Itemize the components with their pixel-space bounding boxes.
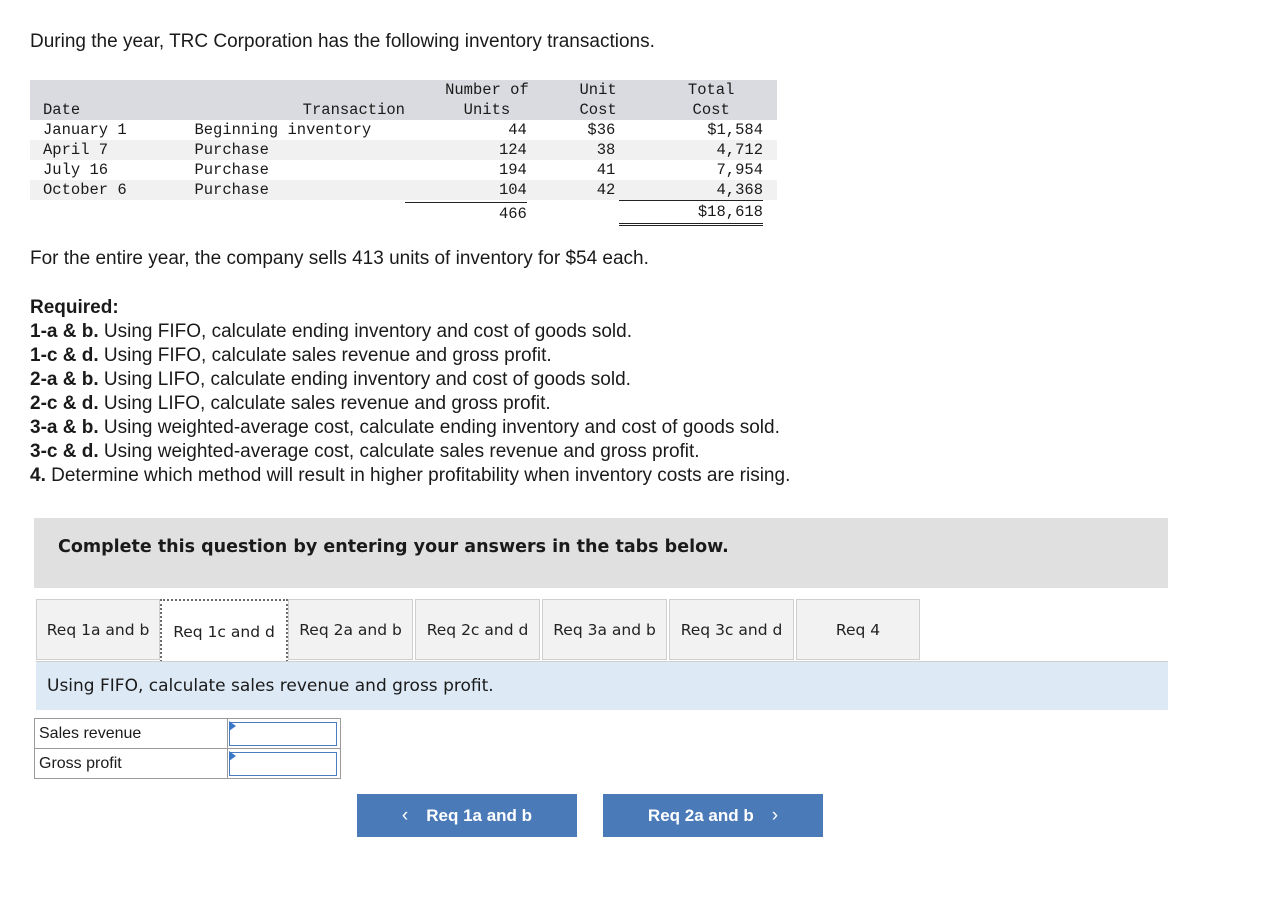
required-section xyxy=(30,296,790,488)
required-item-text: Determine which method will result in higher profitability when inventory costs are rising. xyxy=(45,465,791,486)
chevron-left-icon: ‹ xyxy=(401,804,409,826)
required-item-label: 3-a & b. xyxy=(30,417,99,438)
sales-revenue-input[interactable] xyxy=(229,722,337,746)
table-header-row-2 xyxy=(30,100,777,120)
required-item xyxy=(30,464,790,488)
cell-total-cost: 4,712 xyxy=(635,140,777,160)
prev-req-label: Req 1a and b xyxy=(426,805,533,825)
instruction-text: Complete this question by entering your answers in the tabs below. xyxy=(58,537,729,557)
tab-req-2c-d[interactable]: Req 2c and d xyxy=(415,599,540,660)
gross-profit-input[interactable] xyxy=(229,752,337,776)
required-item xyxy=(30,344,790,368)
cell-total-cost: 7,954 xyxy=(716,161,763,179)
cell-date: July 16 xyxy=(43,161,109,179)
cell-unit-cost: 38 xyxy=(541,140,635,160)
prev-req-button[interactable] xyxy=(357,794,577,837)
required-item xyxy=(30,440,790,464)
required-title: Required: xyxy=(30,297,119,318)
cell-total-cost: $1,584 xyxy=(707,121,763,139)
tab-description: Using FIFO, calculate sales revenue and gross profit. xyxy=(47,676,494,696)
tab-description-panel xyxy=(36,662,1168,710)
input-flag-icon xyxy=(229,721,236,731)
total-cost: $18,618 xyxy=(619,200,763,226)
total-units: 466 xyxy=(405,202,527,225)
required-item xyxy=(30,416,790,440)
header-transaction: Transaction xyxy=(194,100,405,120)
gross-profit-label: Gross profit xyxy=(35,749,228,779)
intro-text: During the year, TRC Corporation has the following inventory transactions. xyxy=(30,31,655,52)
answer-table xyxy=(34,718,341,779)
cell-total-cost: 4,368 xyxy=(635,180,777,200)
table-row xyxy=(30,180,777,200)
cell-transaction: Purchase xyxy=(194,140,405,160)
tab-req-3c-d[interactable]: Req 3c and d xyxy=(669,599,794,660)
cell-units: 104 xyxy=(405,180,541,200)
sales-statement: For the entire year, the company sells 413 units of inventory for $54 each. xyxy=(30,248,649,269)
required-item-text: Using FIFO, calculate sales revenue and gross profit. xyxy=(98,345,552,366)
instruction-panel xyxy=(34,518,1168,588)
tab-req-4[interactable]: Req 4 xyxy=(796,599,920,660)
table-header-row-1 xyxy=(30,80,777,100)
cell-date: October 6 xyxy=(30,180,194,200)
cell-transaction: Beginning inventory xyxy=(194,121,372,139)
required-item-label: 2-a & b. xyxy=(30,369,99,390)
header-unit-cost-2: Cost xyxy=(541,100,635,120)
cell-unit-cost: $36 xyxy=(587,121,616,139)
next-req-label: Req 2a and b xyxy=(647,805,754,825)
required-item-text: Using weighted-average cost, calculate ending inventory and cost of goods sold. xyxy=(98,417,780,438)
required-item-text: Using FIFO, calculate ending inventory and cost of goods sold. xyxy=(98,321,632,342)
table-row xyxy=(30,160,777,180)
header-total-cost-1: Total xyxy=(635,80,777,100)
totals-row xyxy=(30,200,777,226)
required-item-label: 1-a & b. xyxy=(30,321,99,342)
tab-req-2a-b[interactable]: Req 2a and b xyxy=(288,599,413,660)
cell-transaction: Purchase xyxy=(194,161,269,179)
requirement-tabs xyxy=(36,599,1168,661)
header-unit-cost-1: Unit xyxy=(541,80,635,100)
required-item-text: Using weighted-average cost, calculate sales revenue and gross profit. xyxy=(98,441,700,462)
required-item xyxy=(30,392,790,416)
cell-transaction: Purchase xyxy=(194,180,405,200)
tab-req-1c-d[interactable]: Req 1c and d xyxy=(160,599,288,662)
next-req-button[interactable] xyxy=(603,794,823,837)
cell-unit-cost: 41 xyxy=(596,161,616,179)
required-item-label: 1-c & d. xyxy=(30,345,99,366)
table-row xyxy=(30,120,777,140)
answer-row xyxy=(35,719,341,749)
required-item-label: 4. xyxy=(30,465,46,486)
required-item xyxy=(30,320,790,344)
header-units-1: Number of xyxy=(405,80,541,100)
header-units-2: Units xyxy=(405,100,541,120)
cell-units: 44 xyxy=(508,121,527,139)
cell-units: 194 xyxy=(498,161,527,179)
inventory-transactions-table xyxy=(30,80,777,226)
chevron-right-icon: › xyxy=(771,804,779,826)
cell-units: 124 xyxy=(405,140,541,160)
sales-revenue-label: Sales revenue xyxy=(35,719,228,749)
header-total-cost-2: Cost xyxy=(635,100,777,120)
tab-req-3a-b[interactable]: Req 3a and b xyxy=(542,599,667,660)
table-row xyxy=(30,140,777,160)
header-date: Date xyxy=(30,100,194,120)
required-item-text: Using LIFO, calculate ending inventory and cost of goods sold. xyxy=(98,369,631,390)
required-item-text: Using LIFO, calculate sales revenue and gross profit. xyxy=(98,393,551,414)
cell-date: January 1 xyxy=(43,121,127,139)
required-item-label: 2-c & d. xyxy=(30,393,99,414)
tab-req-1a-b[interactable]: Req 1a and b xyxy=(36,599,160,660)
required-item-label: 3-c & d. xyxy=(30,441,99,462)
answer-row xyxy=(35,749,341,779)
input-flag-icon xyxy=(229,751,236,761)
cell-date: April 7 xyxy=(30,140,194,160)
required-item xyxy=(30,368,790,392)
cell-unit-cost: 42 xyxy=(541,180,635,200)
